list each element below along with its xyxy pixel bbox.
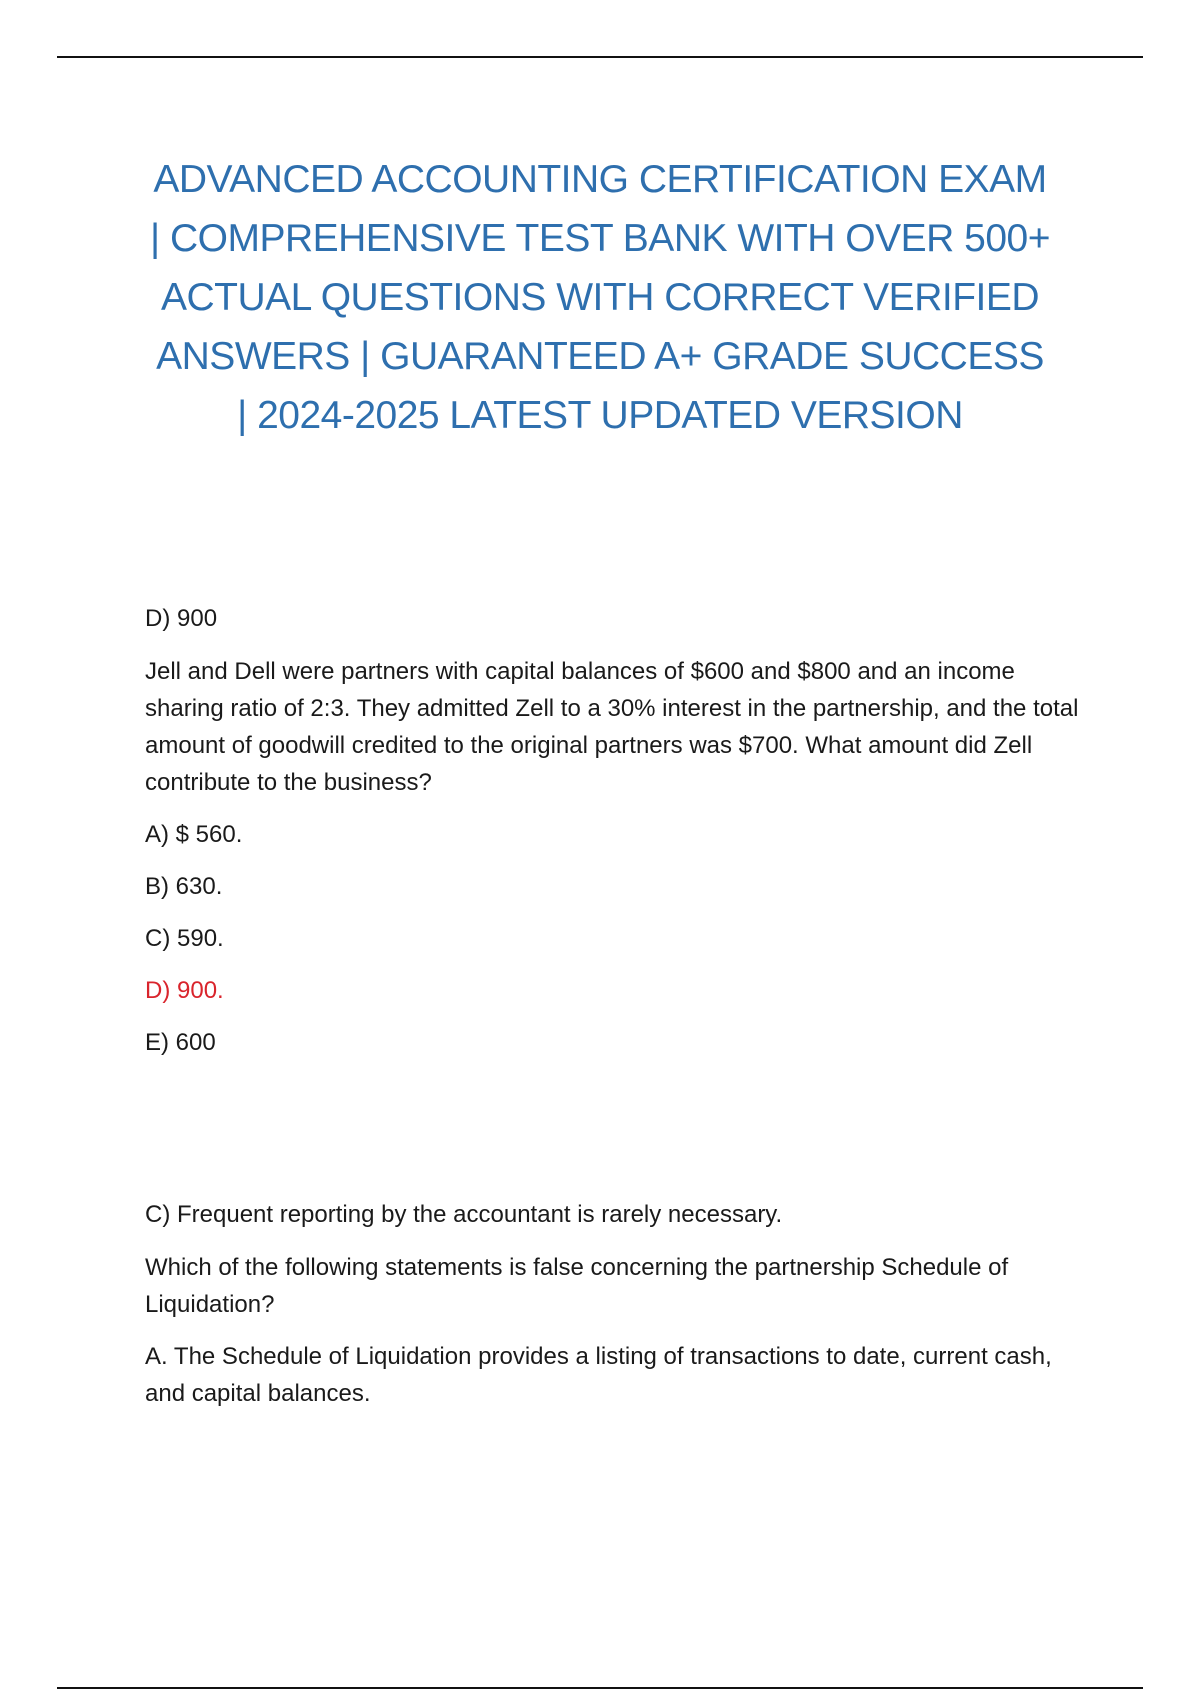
document-title: ADVANCED ACCOUNTING CERTIFICATION EXAM | COMPREHENSIVE TEST BANK WITH OVER 500+ ACTUAL QUESTIONS WITH CORRECT VERIFIED ANSWERS | GUARANTEED A+ GRADE SUCCESS | 2024-2025 LATEST UPDATED VERSION: [150, 158, 1051, 437]
option-d-correct: D) 900.: [145, 977, 224, 1004]
top-rule: [57, 56, 1143, 58]
option-a: A) $ 560.: [145, 821, 243, 848]
answer-line: D) 900: [145, 605, 218, 632]
question-block-2: [145, 1196, 1090, 1427]
answer-line: C) Frequent reporting by the accountant is rarely necessary.: [145, 1201, 783, 1228]
option-c: C) 590.: [145, 925, 224, 952]
question-prompt: Which of the following statements is false concerning the partnership Schedule of Liquidation?: [145, 1254, 1009, 1318]
option-a: A. The Schedule of Liquidation provides a listing of transactions to date, current cash, and capital balances.: [145, 1343, 1052, 1407]
option-b: B) 630.: [145, 873, 223, 900]
bottom-rule: [57, 1687, 1143, 1689]
question-block-1: [145, 600, 1090, 1076]
option-e: E) 600: [145, 1029, 216, 1056]
question-prompt: Jell and Dell were partners with capital balances of $600 and $800 and an income sharing ratio of 2:3. They admitted Zell to a 30% interest in the partnership, and the total amount of goodwill credited to the original partners was $700. What amount did Zell contribute to the business?: [145, 658, 1079, 796]
